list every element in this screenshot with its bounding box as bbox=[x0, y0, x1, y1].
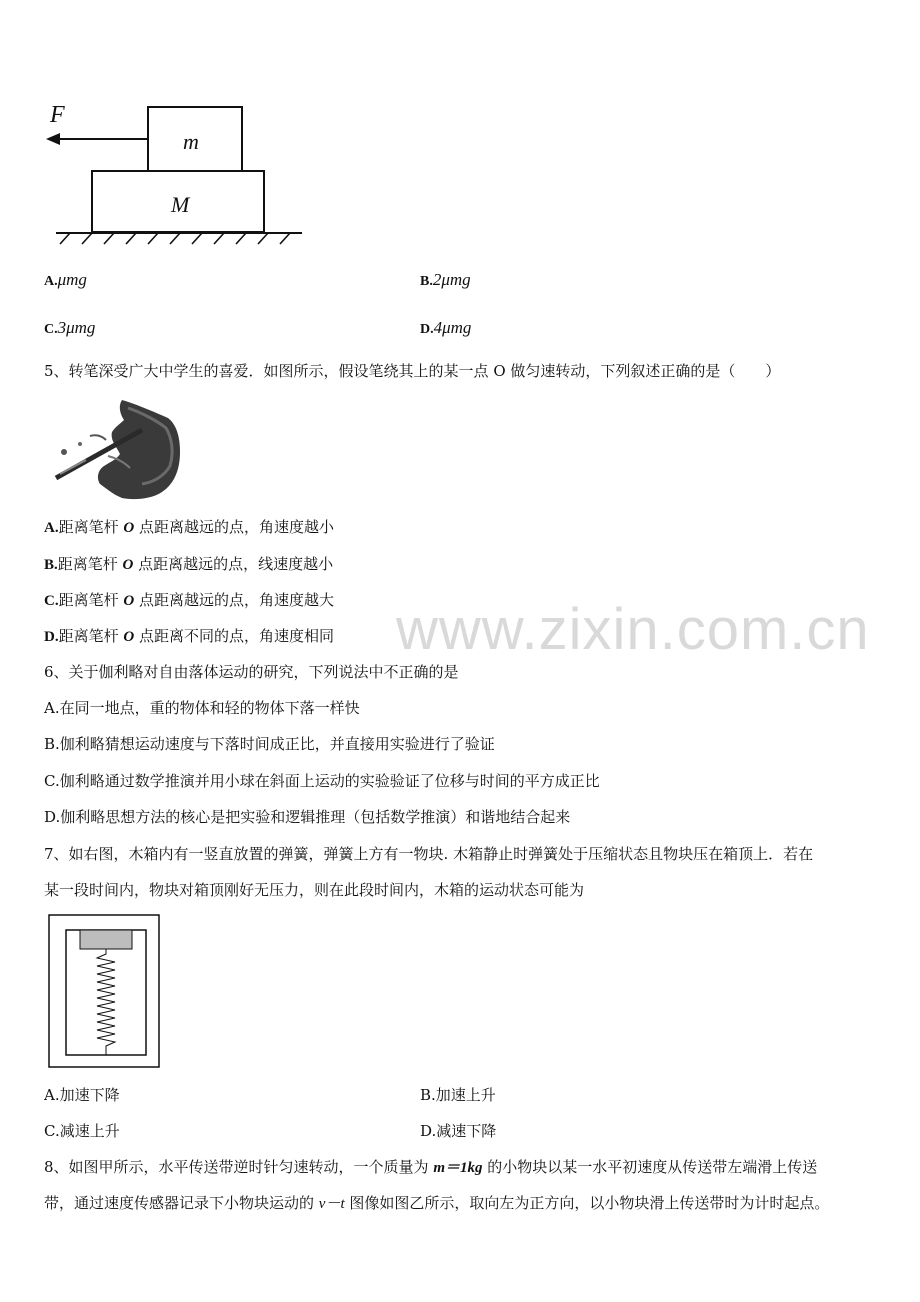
ground-hatching bbox=[60, 233, 290, 244]
q7-stem-line1: 7、如右图，木箱内有一竖直放置的弹簧，弹簧上方有一物块. 木箱静止时弹簧处于压缩状态且物块压在箱顶上．若在 bbox=[44, 845, 814, 863]
bottom-block-label: M bbox=[171, 192, 190, 217]
q4-option-d: D.4μmg bbox=[420, 318, 472, 337]
q6-option-d: D.伽利略思想方法的核心是把实验和逻辑推理（包括数学推演）和谐地结合起来 bbox=[44, 808, 571, 826]
q7-option-d: D.减速下降 bbox=[420, 1122, 497, 1140]
q5-option-c: C.距离笔杆 O 点距离越远的点，角速度越大 bbox=[44, 591, 334, 609]
blocks-diagram bbox=[40, 96, 310, 248]
q8-stem-line2: 带，通过速度传感器记录下小物块运动的 v－t 图像如图乙所示，取向左为正方向，以小物块滑上传送带时为计时起点。 bbox=[44, 1194, 830, 1212]
q6-option-c: C.伽利略通过数学推演并用小球在斜面上运动的实验验证了位移与时间的平方成正比 bbox=[44, 772, 600, 790]
q7-option-c: C.减速上升 bbox=[44, 1122, 120, 1140]
q4-option-a: A.μmg bbox=[44, 270, 87, 289]
q6-option-a: A.在同一地点，重的物体和轻的物体下落一样快 bbox=[44, 699, 360, 717]
q7-stem-line2: 某一段时间内，物块对箱顶刚好无压力，则在此段时间内，木箱的运动状态可能为 bbox=[44, 881, 585, 899]
pen-spinning-hand-photo bbox=[50, 396, 182, 504]
spring bbox=[97, 949, 115, 1055]
q4-option-c: C.3μmg bbox=[44, 318, 96, 337]
q7-option-b: B.加速上升 bbox=[420, 1086, 496, 1104]
force-label: F bbox=[50, 102, 65, 128]
spring-box-diagram bbox=[48, 914, 162, 1070]
q7-option-a: A.加速下降 bbox=[44, 1086, 120, 1104]
block bbox=[80, 930, 132, 949]
q6-option-b: B.伽利略猜想运动速度与下落时间成正比，并直接用实验进行了验证 bbox=[44, 735, 495, 753]
q5-option-d: D.距离笔杆 O 点距离不同的点，角速度相同 bbox=[44, 627, 334, 645]
q5-option-b: B.距离笔杆 O 点距离越远的点，线速度越小 bbox=[44, 555, 334, 573]
q5-stem: 5、转笔深受广大中学生的喜爱．如图所示，假设笔绕其上的某一点 O 做匀速转动，下列叙述正确的是（ ） bbox=[44, 362, 781, 380]
force-arrowhead bbox=[46, 133, 60, 145]
q5-option-a: A.距离笔杆 O 点距离越远的点，角速度越小 bbox=[44, 518, 334, 536]
q8-stem-line1: 8、如图甲所示，水平传送带逆时针匀速转动，一个质量为 m＝1kg 的小物块以某一水平初速度从传送带左端滑上传送 bbox=[44, 1158, 818, 1176]
watermark: www.zixin.com.cn bbox=[396, 597, 870, 662]
top-block-label: m bbox=[183, 129, 199, 154]
q4-option-b: B.2μmg bbox=[420, 270, 471, 289]
q6-stem: 6、关于伽利略对自由落体运动的研究，下列说法中不正确的是 bbox=[44, 663, 459, 681]
